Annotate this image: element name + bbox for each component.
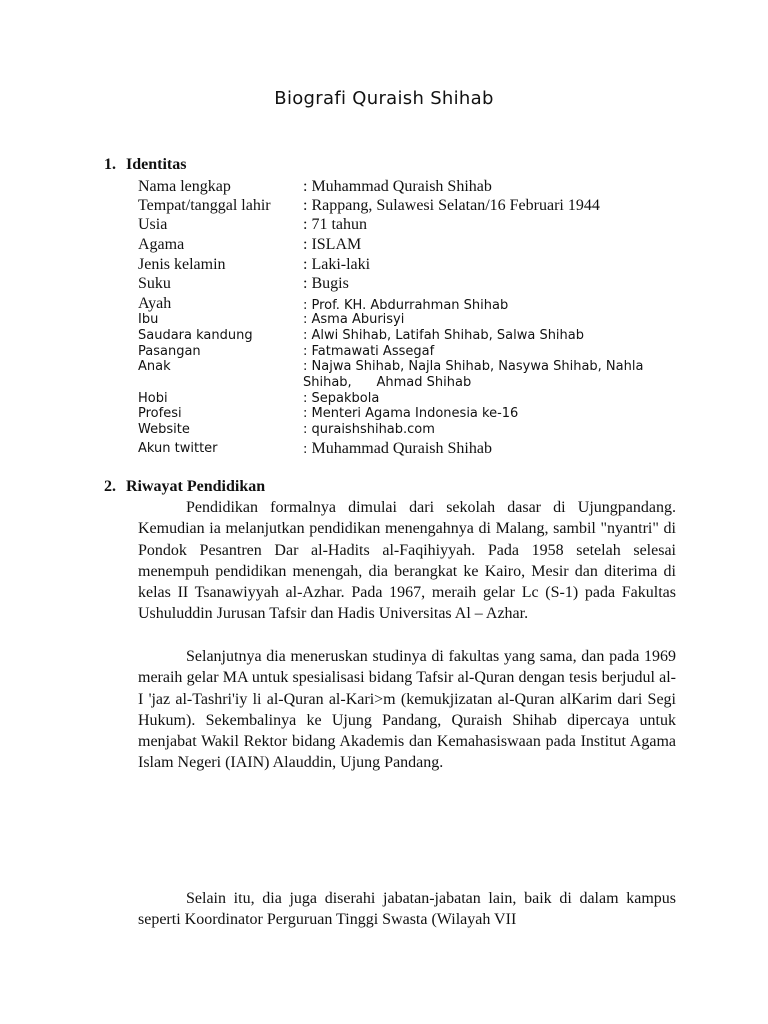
section-title: Riwayat Pendidikan <box>126 478 266 495</box>
paragraph-pendidikan-3: Selain itu, dia juga diserahi jabatan-jabatan lain, baik di dalam kampus seperti Koordinator Perguruan Tinggi Swasta (Wilayah VII <box>138 890 676 929</box>
identity-value: : Asma Aburisyi <box>303 312 405 327</box>
identity-value: : Najwa Shihab, Najla Shihab, Nasywa Shihab, Nahla Shihab, Ahmad Shihab <box>303 359 648 390</box>
page-title: Biografi Quraish Shihab <box>274 88 494 109</box>
identity-label: Profesi <box>138 406 182 421</box>
paragraph-pendidikan-2: Selanjutnya dia meneruskan studinya di fakultas yang sama, dan pada 1969 meraih gelar MA untuk spesialisasi bidang Tafsir al-Quran dengan tesis berjudul al-I 'jaz al-Tashri'iy li al-Quran al-Kari>m (kemukjizatan al-Quran alKarim dari Segi Hukum). Sekembalinya ke Ujung Pandang, Quraish Shihab dipercaya untuk menjabat Wakil Rektor bidang Akademis dan Kemahasiswaan pada Institut Agama Islam Negeri (IAIN) Alauddin, Ujung Pandang. <box>138 648 676 772</box>
identity-label: Anak <box>138 359 171 374</box>
identity-label: Nama lengkap <box>138 178 231 195</box>
identity-label: Tempat/tanggal lahir <box>138 197 271 214</box>
identity-value: : Bugis <box>303 275 349 292</box>
paragraph-pendidikan-1: Pendidikan formalnya dimulai dari sekolah dasar di Ujungpandang. Kemudian ia melanjutkan pendidikan menengahnya di Malang, sambil "nyantri" di Pondok Pesantren Dar al-Hadits al-Faqihiyyah. Pada 1958 setelah selesai menempuh pendidikan menengah, dia berangkat ke Kairo, Mesir dan diterima di kelas II Tsanawiyyah al-Azhar. Pada 1967, meraih gelar Lc (S-1) pada Fakultas Ushuluddin Jurusan Tafsir dan Hadis Universitas Al – Azhar. <box>138 499 676 623</box>
identity-label: Agama <box>138 236 185 253</box>
identity-row-anak <box>138 359 678 393</box>
identity-label: Pasangan <box>138 344 201 359</box>
identity-value: : Laki-laki <box>303 256 371 273</box>
section-heading-identitas <box>104 156 186 174</box>
identity-label: Suku <box>138 275 171 292</box>
section-heading-riwayat-pendidikan <box>104 478 265 496</box>
section-number: 2. <box>104 478 116 495</box>
identity-label: Hobi <box>138 391 168 406</box>
identity-value: : Muhammad Quraish Shihab <box>303 178 492 195</box>
identity-value: : Menteri Agama Indonesia ke-16 <box>303 406 519 421</box>
identity-value: : Fatmawati Assegaf <box>303 344 435 359</box>
identity-value: : Sepakbola <box>303 391 380 406</box>
section-number: 1. <box>104 156 116 173</box>
identity-label: Saudara kandung <box>138 328 253 343</box>
identity-label: Usia <box>138 216 168 233</box>
identity-value: : ISLAM <box>303 236 362 253</box>
identity-label: Ayah <box>138 295 172 312</box>
identity-label: Ibu <box>138 312 159 327</box>
identity-value: : Prof. KH. Abdurrahman Shihab <box>303 298 509 313</box>
identity-label: Jenis kelamin <box>138 256 226 273</box>
section-title: Identitas <box>126 156 187 173</box>
twitter-handle: Muhammad Quraish Shihab <box>311 440 492 457</box>
identity-label: Akun twitter <box>138 441 218 456</box>
identity-value: : Alwi Shihab, Latifah Shihab, Salwa Shihab <box>303 328 584 343</box>
identity-value: : Rappang, Sulawesi Selatan/16 Februari 1944 <box>303 197 600 214</box>
identity-value: : quraishshihab.com <box>303 422 435 437</box>
identity-value: : 71 tahun <box>303 216 367 233</box>
identity-value <box>303 441 492 458</box>
value-prefix: : <box>303 442 312 457</box>
identity-label: Website <box>138 422 190 437</box>
